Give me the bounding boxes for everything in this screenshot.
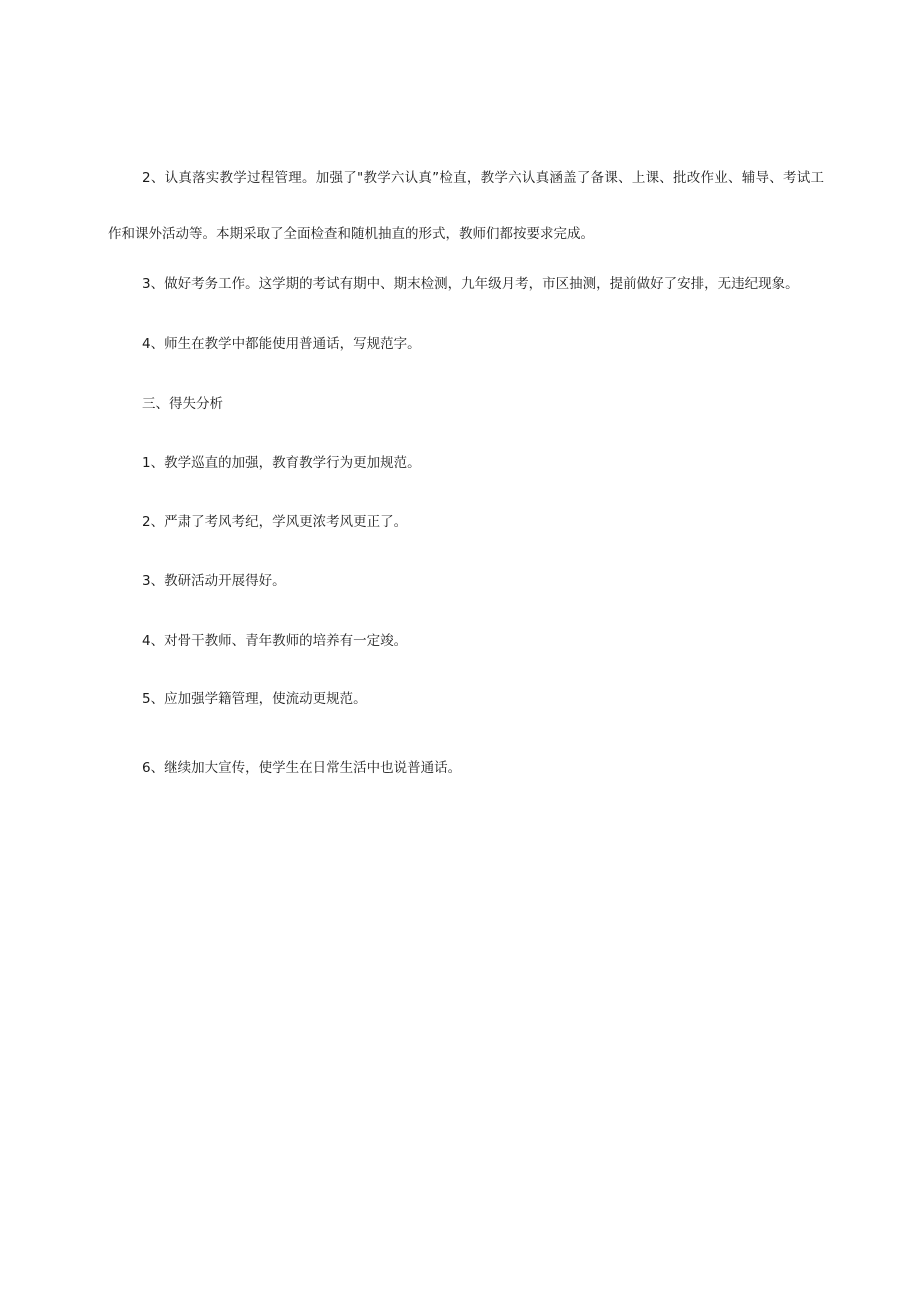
list-item-teaching-research: 3、教研活动开展得好。 [142,573,286,589]
list-item-exam-discipline: 2、严肃了考风考纪，学风更浓考风更正了。 [142,514,408,530]
list-item-teacher-training: 4、对骨干教师、青年教师的培养有一定竣。 [142,633,408,649]
list-item-publicity: 6、继续加大宣传，使学生在日常生活中也说普通话。 [142,760,462,776]
paragraph-exam-affairs: 3、做好考务工作。这学期的考试有期中、期末检测，九年级月考，市区抽测，提前做好了安排，无违纪现象。 [142,276,799,292]
paragraph-mandarin-usage: 4、师生在教学中都能使用普通话，写规范字。 [142,336,421,352]
section-heading-analysis: 三、得失分析 [142,396,223,412]
paragraph-process-management: 2、认真落实教学过程管理。加强了"教学六认真”检直，教学六认真涵盖了备课、上课、批改作业、辅导、考试工作和课外活动等。本期采取了全面检查和随机抽直的形式，教师们都按要求完成。 [108,170,824,242]
list-item-inspection: 1、教学巡直的加强，教育教学行为更加规范。 [142,455,421,471]
list-item-enrollment-management: 5、应加强学籍管理，使流动更规范。 [142,691,367,707]
